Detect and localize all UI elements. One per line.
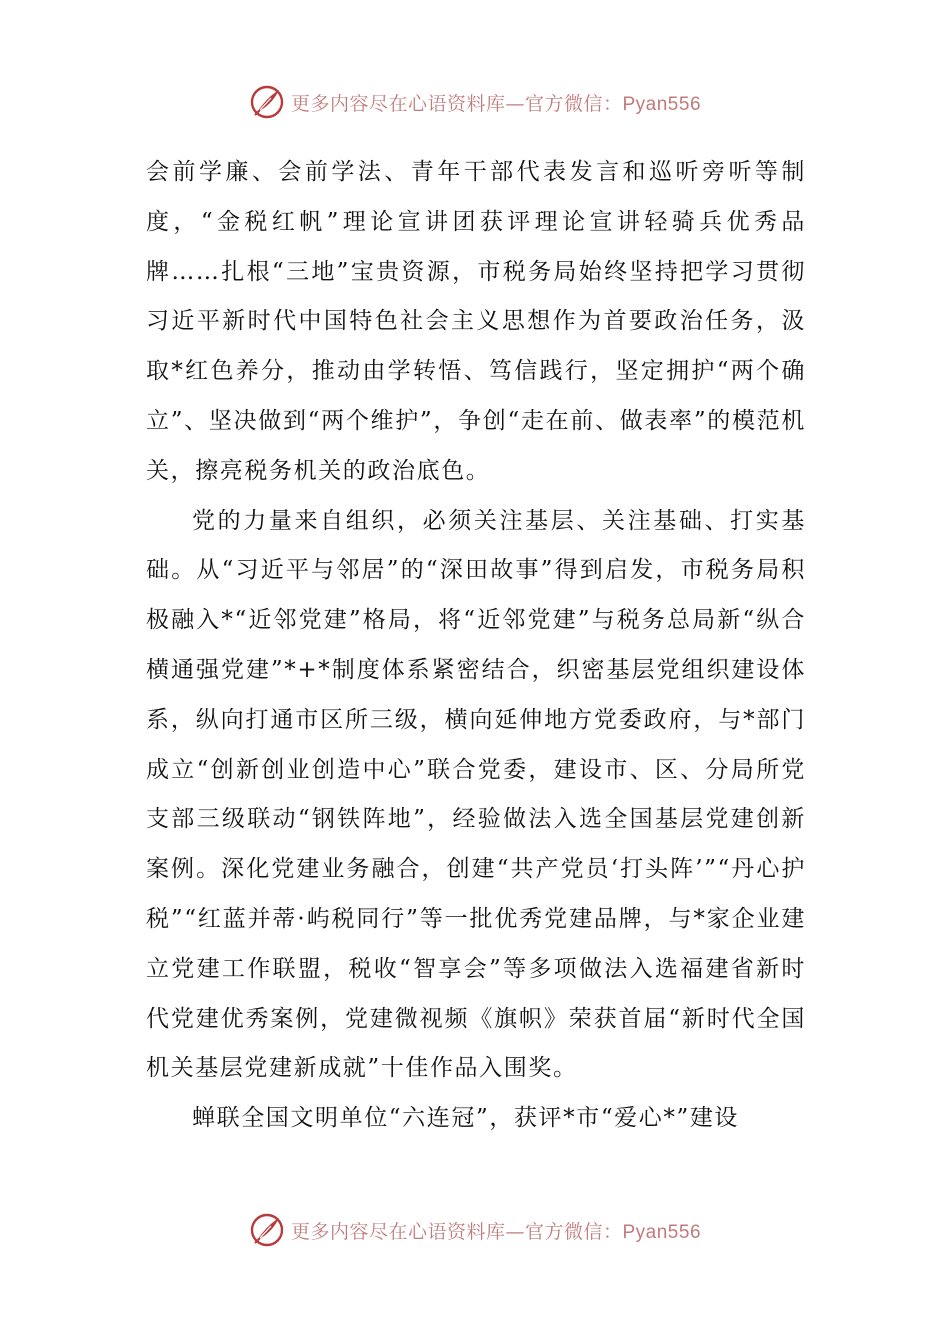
quill-pen-logo-icon bbox=[249, 84, 285, 120]
paragraph-2: 党的力量来自组织，必须关注基层、关注基础、打实基础。从“习近平与邻居”的“深田故事”得到启发，市税务局积极融入*“近邻党建”格局，将“近邻党建”与税务总局新“纵合横通强党建”*+*制度体系紧密结合，织密基层党组织建设体系，纵向打通市区所三级，横向延伸地方党委政府，与*部门成立“创新创业创造中心”联合党委，建设市、区、分局所党支部三级联动“钢铁阵地”，经验做法入选全国基层党建创新案例。深化党建业务融合，创建“共产党员‘打头阵’”“丹心护税”“红蓝并蒂·屿税同行”等一批优秀党建品牌，与*家企业建立党建工作联盟，税收“智享会”等多项做法入选福建省新时代党建优秀案例，党建微视频《旗帜》荣获首届“新时代全国机关基层党建新成就”十佳作品入围奖。 bbox=[146, 507, 806, 1082]
footer-banner bbox=[0, 1210, 950, 1250]
header-wechat-id: Pyan556 bbox=[622, 93, 702, 115]
header-banner bbox=[0, 82, 950, 122]
document-body bbox=[146, 148, 806, 1144]
footer-banner-text: 更多内容尽在心语资料库—官方微信：Pyan556 bbox=[290, 1220, 702, 1243]
paragraph-1: 会前学廉、会前学法、青年干部代表发言和巡听旁听等制度，“金税红帆”理论宣讲团获评理论宣讲轻骑兵优秀品牌……扎根“三地”宝贵资源，市税务局始终坚持把学习贯彻习近平新时代中国特色社会主义思想作为首要政治任务，汲取*红色养分，推动由学转悟、笃信践行，坚定拥护“两个确立”、坚决做到“两个维护”，争创“走在前、做表率”的模范机关，擦亮税务机关的政治底色。 bbox=[146, 159, 806, 484]
footer-wechat-id: Pyan556 bbox=[622, 1221, 702, 1243]
header-banner-text: 更多内容尽在心语资料库—官方微信：Pyan556 bbox=[290, 92, 702, 115]
paragraph-3: 蝉联全国文明单位“六连冠”，获评*市“爱心*”建设 bbox=[192, 1105, 740, 1132]
quill-pen-logo-icon bbox=[249, 1212, 285, 1248]
